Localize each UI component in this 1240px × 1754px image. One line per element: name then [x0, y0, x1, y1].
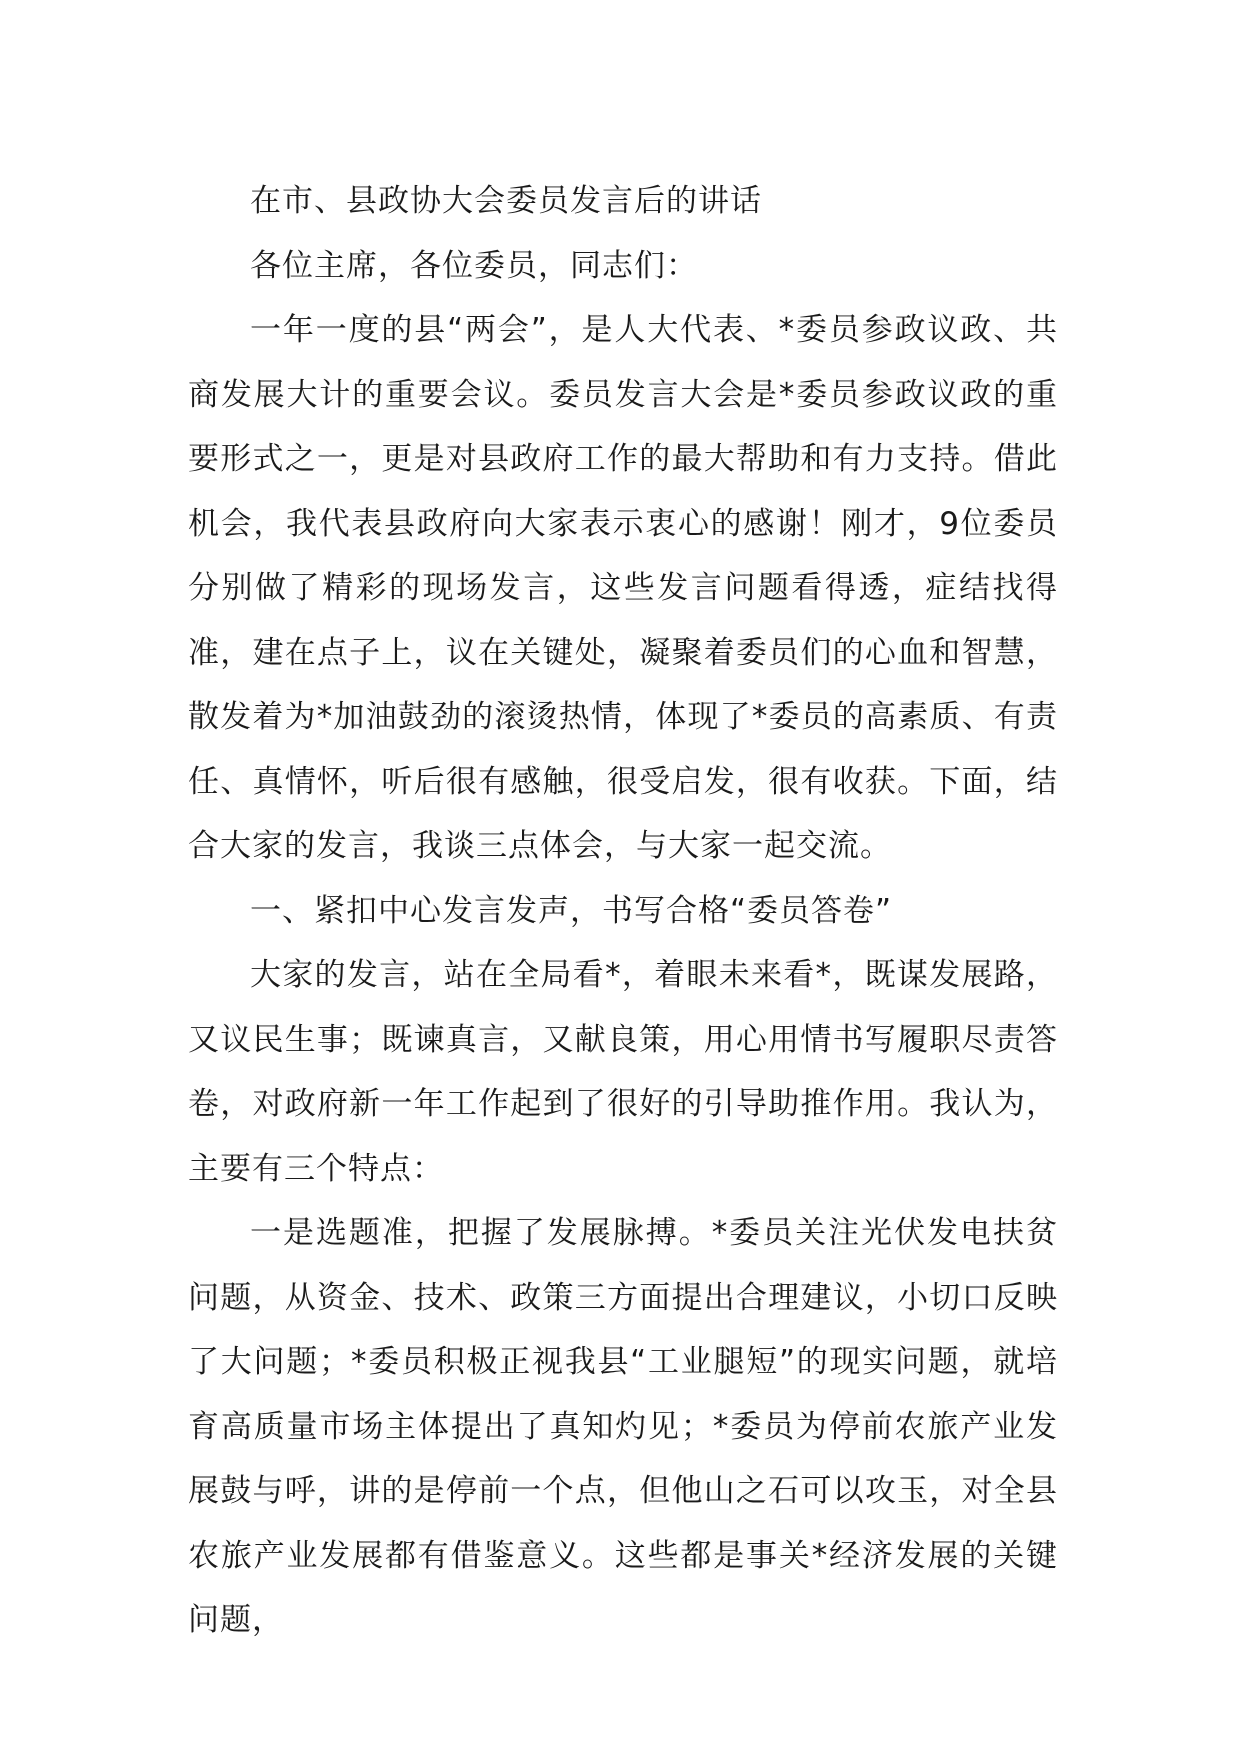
paragraph-point-one: 一是选题准，把握了发展脉搏。*委员关注光伏发电扶贫问题，从资金、技术、政策三方面提出合理建议，小切口反映了大问题；*委员积极正视我县“工业腿短”的现实问题，就培育高质量市场主体提出了真知灼见；*委员为停前农旅产业发展鼓与呼，讲的是停前一个点，但他山之石可以攻玉，对全县农旅产业发展都有借鉴意义。这些都是事关*经济发展的关键问题， — [188, 1215, 1058, 1638]
document-body — [188, 169, 1058, 1653]
document-title: 在市、县政协大会委员发言后的讲话 — [250, 183, 762, 219]
salutation: 各位主席，各位委员，同志们： — [250, 247, 698, 284]
paragraph-opening: 一年一度的县“两会”，是人大代表、*委员参政议政、共商发展大计的重要会议。委员发言大会是*委员参政议政的重要形式之一，更是对县政府工作的最大帮助和有力支持。借此机会，我代表县政府向大家表示衷心的感谢！刚才，9位委员分别做了精彩的现场发言，这些发言问题看得透，症结找得准，建在点子上，议在关键处，凝聚着委员们的心血和智慧，散发着为*加油鼓劲的滚烫热情，体现了*委员的高素质、有责任、真情怀，听后很有感触，很受启发，很有收获。下面，结合大家的发言，我谈三点体会，与大家一起交流。 — [188, 312, 1058, 864]
paragraph-features-intro: 大家的发言，站在全局看*，着眼未来看*，既谋发展路，又议民生事；既谏真言，又献良策，用心用情书写履职尽责答卷，对政府新一年工作起到了很好的引导助推作用。我认为，主要有三个特点： — [188, 957, 1058, 1187]
section-heading: 一、紧扣中心发言发声，书写合格“委员答卷” — [250, 892, 893, 929]
